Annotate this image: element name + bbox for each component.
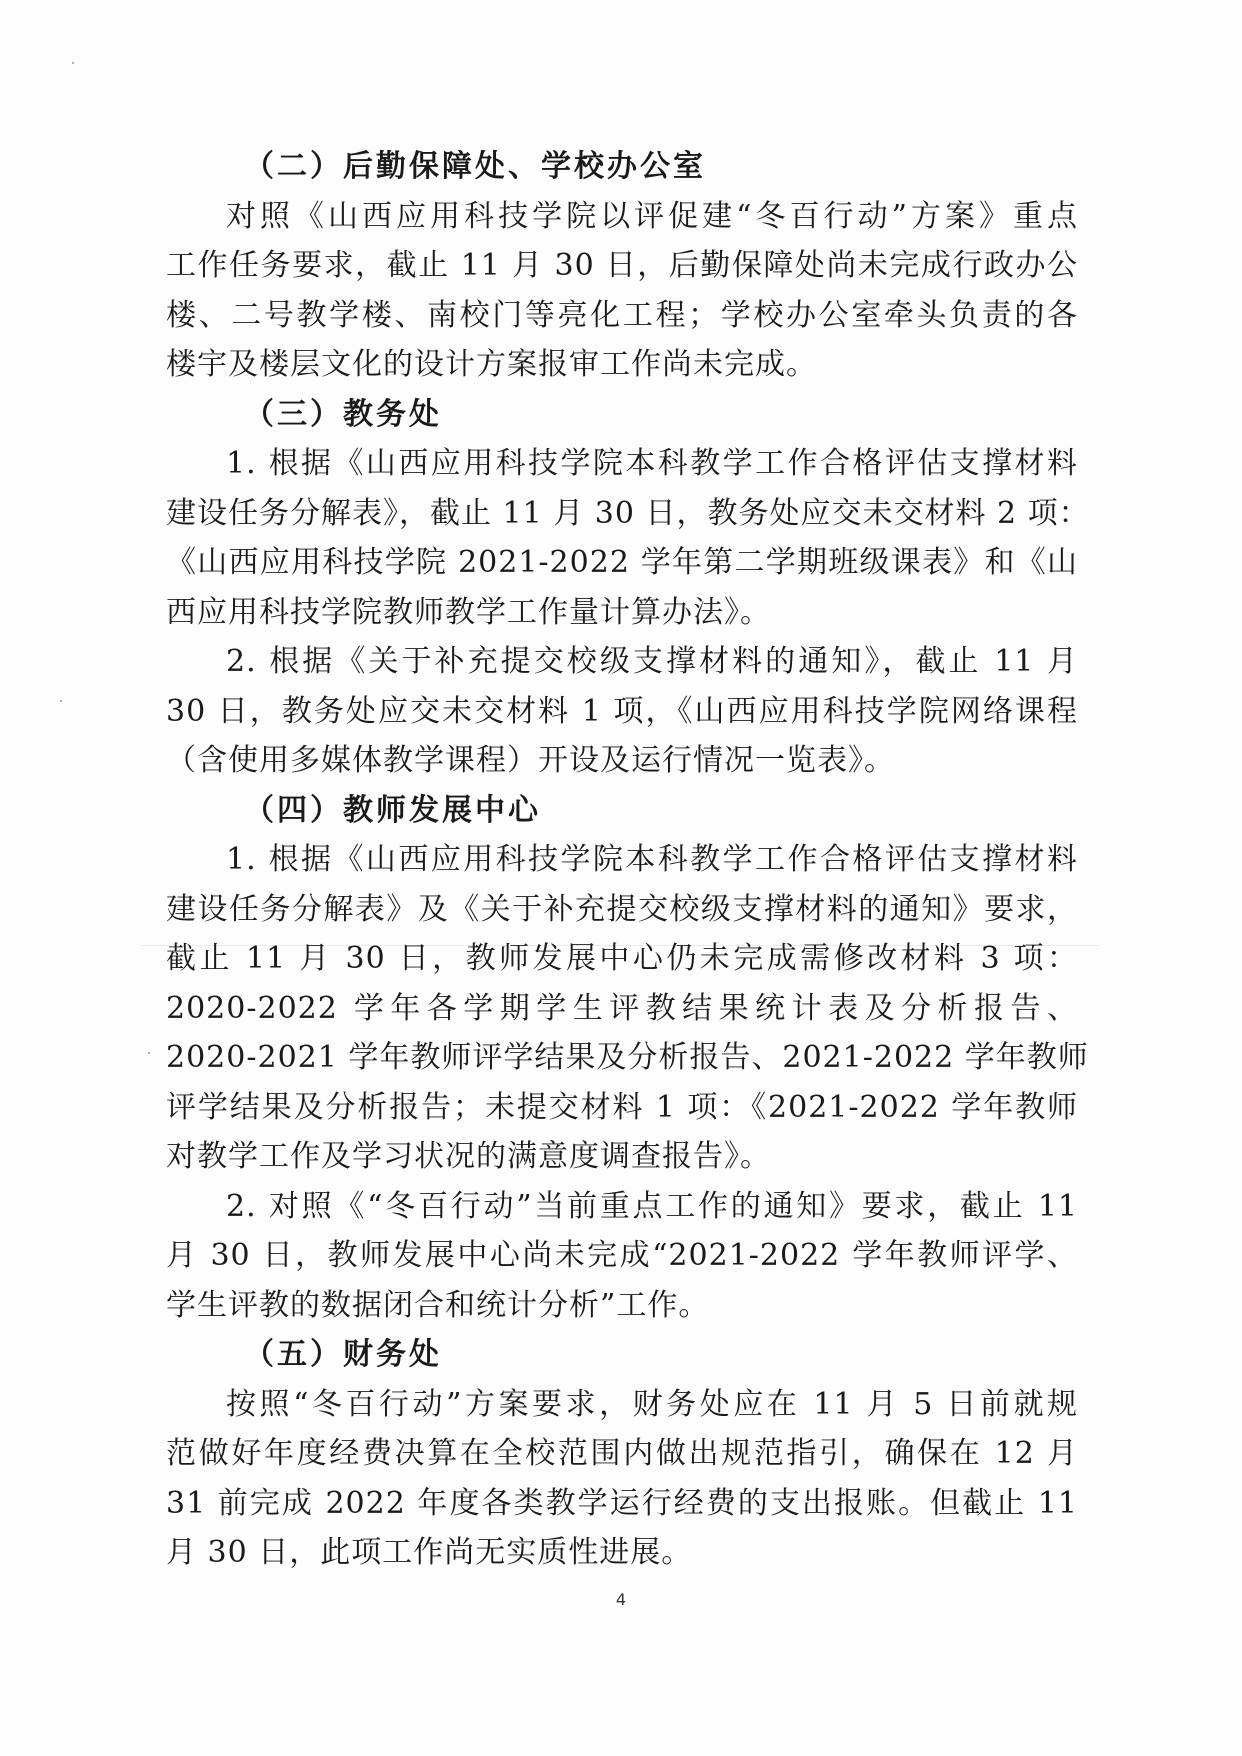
scan-speck <box>60 700 62 702</box>
paragraph-line: 30 日，教务处应交未交材料 1 项，《山西应用科技学院网络课程 <box>166 693 1078 729</box>
document-body <box>166 142 1090 1578</box>
paragraph-line: 评学结果及分析报告；未提交材料 1 项：《2021-2022 学年教师 <box>166 1089 1078 1125</box>
paragraph-line: 对教学工作及学习状况的满意度调查报告》。 <box>166 1139 771 1174</box>
paragraph-line: （含使用多媒体教学课程）开设及运行情况一览表》。 <box>166 743 895 778</box>
paragraph-line: 2020-2022 学年各学期学生评教结果统计表及分析报告、 <box>166 990 1078 1026</box>
paragraph-line: 建设任务分解表》及《关于补充提交校级支撑材料的通知》要求， <box>166 891 1078 927</box>
paragraph-line: 2. 对照《“冬百行动”当前重点工作的通知》要求，截止 11 <box>226 1188 1078 1224</box>
section-heading-logistics-office: （二）后勤保障处、学校办公室 <box>244 149 706 184</box>
paragraph-line: 建设任务分解表》，截止 11 月 30 日，教务处应交未交材料 2 项： <box>166 495 1090 531</box>
paragraph-line: 2. 根据《关于补充提交校级支撑材料的通知》，截止 11 月 <box>226 644 1078 679</box>
section-heading-finance: （五）财务处 <box>244 1337 442 1372</box>
paragraph-line: 西应用科技学院教师教学工作量计算办法》。 <box>166 594 771 630</box>
section-heading-academic-affairs: （三）教务处 <box>244 396 442 432</box>
paragraph-line: 学生评教的数据闭合和统计分析”工作。 <box>166 1287 710 1323</box>
paragraph-line: 范做好年度经费决算在全校范围内做出规范指引，确保在 12 月 <box>166 1436 1078 1471</box>
paragraph-line: 2020-2021 学年教师评学结果及分析报告、2021-2022 学年教师 <box>166 1040 1089 1075</box>
paragraph-line: 《山西应用科技学院 2021-2022 学年第二学期班级课表》和《山 <box>166 545 1078 580</box>
paragraph-line: 对照《山西应用科技学院以评促建“冬百行动”方案》重点 <box>226 198 1078 234</box>
page-number: 4 <box>615 1590 627 1609</box>
paragraph-line: 楼、二号教学楼、南校门等亮化工程；学校办公室牵头负责的各 <box>166 297 1078 333</box>
paragraph-line: 楼宇及楼层文化的设计方案报审工作尚未完成。 <box>166 347 817 382</box>
scan-speck <box>72 62 74 64</box>
paragraph-line: 1. 根据《山西应用科技学院本科教学工作合格评估支撑材料 <box>226 842 1078 877</box>
paragraph-line: 月 30 日，此项工作尚无实质性进展。 <box>166 1535 693 1570</box>
paragraph-line: 31 前完成 2022 年度各类教学运行经费的支出报账。但截止 11 <box>166 1485 1078 1521</box>
paragraph-line: 工作任务要求，截止 11 月 30 日，后勤保障处尚未完成行政办公 <box>166 248 1078 283</box>
paragraph-line: 月 30 日，教师发展中心尚未完成“2021-2022 学年教师评学、 <box>166 1238 1078 1273</box>
paragraph-line: 按照“冬百行动”方案要求，财务处应在 11 月 5 日前就规 <box>226 1386 1078 1422</box>
section-heading-teacher-development: （四）教师发展中心 <box>244 792 541 828</box>
paragraph-line: 截止 11 月 30 日，教师发展中心仍未完成需修改材料 3 项： <box>166 941 1078 976</box>
paragraph-line: 1. 根据《山西应用科技学院本科教学工作合格评估支撑材料 <box>226 446 1078 481</box>
scan-speck <box>148 1052 150 1054</box>
